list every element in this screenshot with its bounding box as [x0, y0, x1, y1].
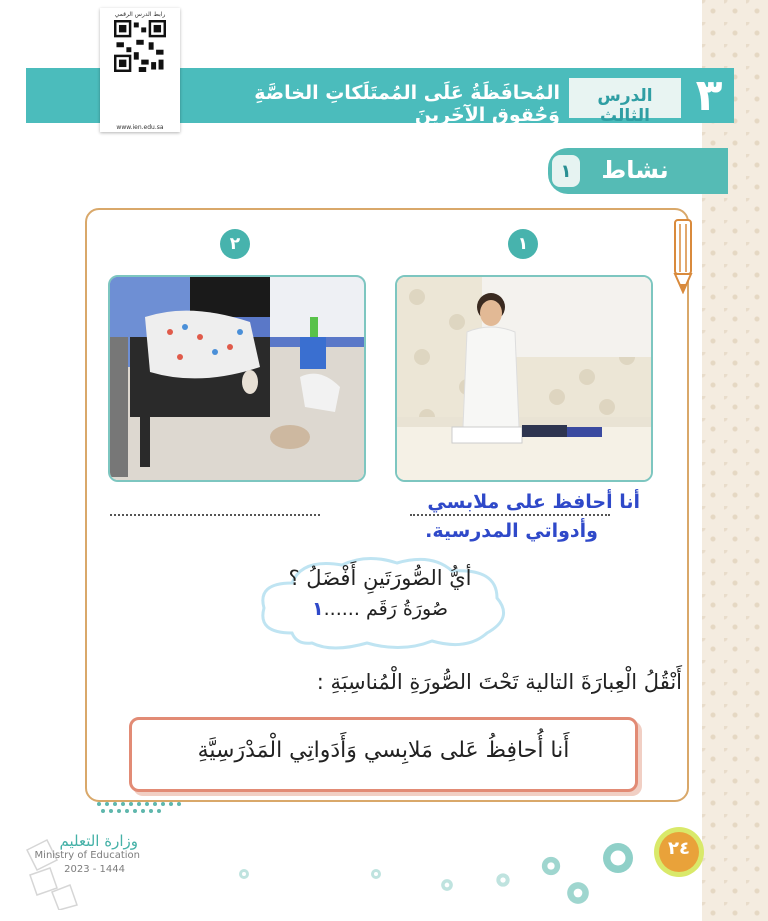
answer-line-1	[410, 514, 610, 516]
qr-label: رابط الدرس الرقمي	[114, 11, 166, 18]
rosette-icon	[440, 878, 454, 892]
pencil-icon	[672, 214, 694, 294]
rosette-icon	[495, 872, 511, 888]
answer-line-2	[110, 514, 320, 516]
question-text: أيُّ الصُّورَتَينِ أَفْضَلُ ؟	[288, 566, 472, 590]
ministry-name-en: Ministry of Education	[34, 850, 140, 861]
handwritten-answer-line1: أنا أحافظ على ملابسي	[427, 491, 640, 513]
activity-number: ١	[552, 155, 580, 187]
dots-decoration	[95, 800, 185, 814]
page-number: ٢٤	[668, 838, 690, 859]
activity-label: نشاط	[601, 156, 669, 184]
rosette-icon	[540, 855, 562, 877]
lesson-number: ٣	[684, 68, 734, 123]
qr-url: www.ien.edu.sa	[116, 124, 164, 131]
answer-value: ١	[312, 598, 324, 620]
photo-tidy-boy	[395, 275, 653, 482]
answer-prefix: صُورَةُ رَقَم	[365, 598, 448, 620]
statement-text: أَنا أُحافِظُ عَلى مَلابِسي وَأَدَواتِي الْمَدْرَسِيَّةِ	[197, 738, 570, 763]
lesson-title: المُحافَظَةُ عَلَى المُمتَلَكاتِ الخاصَّةِ وَحُقوقِ الآخَرينَ	[254, 82, 560, 126]
instruction-text: أَنْقُلُ الْعِبارَةَ التالية تَحْتَ الصُّورَةِ الْمُناسِبَةِ :	[316, 670, 682, 694]
lesson-label: الدرس الثالث	[597, 86, 653, 126]
handwritten-answer-line2: وأدواتي المدرسية.	[425, 520, 598, 542]
question-answer	[295, 598, 465, 620]
edition-year: 2023 - 1444	[64, 864, 125, 875]
ministry-name-ar: وزارة التعليم	[59, 832, 138, 850]
answer-dots: ......	[323, 598, 360, 620]
picture-number-2: ٢	[220, 229, 250, 259]
decorative-pattern-strip	[702, 0, 768, 921]
rosette-icon	[238, 868, 250, 880]
statement-box	[129, 717, 638, 792]
rosette-icon	[370, 868, 382, 880]
qr-card[interactable]	[100, 8, 180, 132]
rosette-icon	[600, 840, 636, 876]
rosette-icon	[565, 880, 591, 906]
picture-number-1: ١	[508, 229, 538, 259]
photo-messy-room	[108, 275, 366, 482]
qr-code-icon[interactable]	[114, 20, 166, 72]
